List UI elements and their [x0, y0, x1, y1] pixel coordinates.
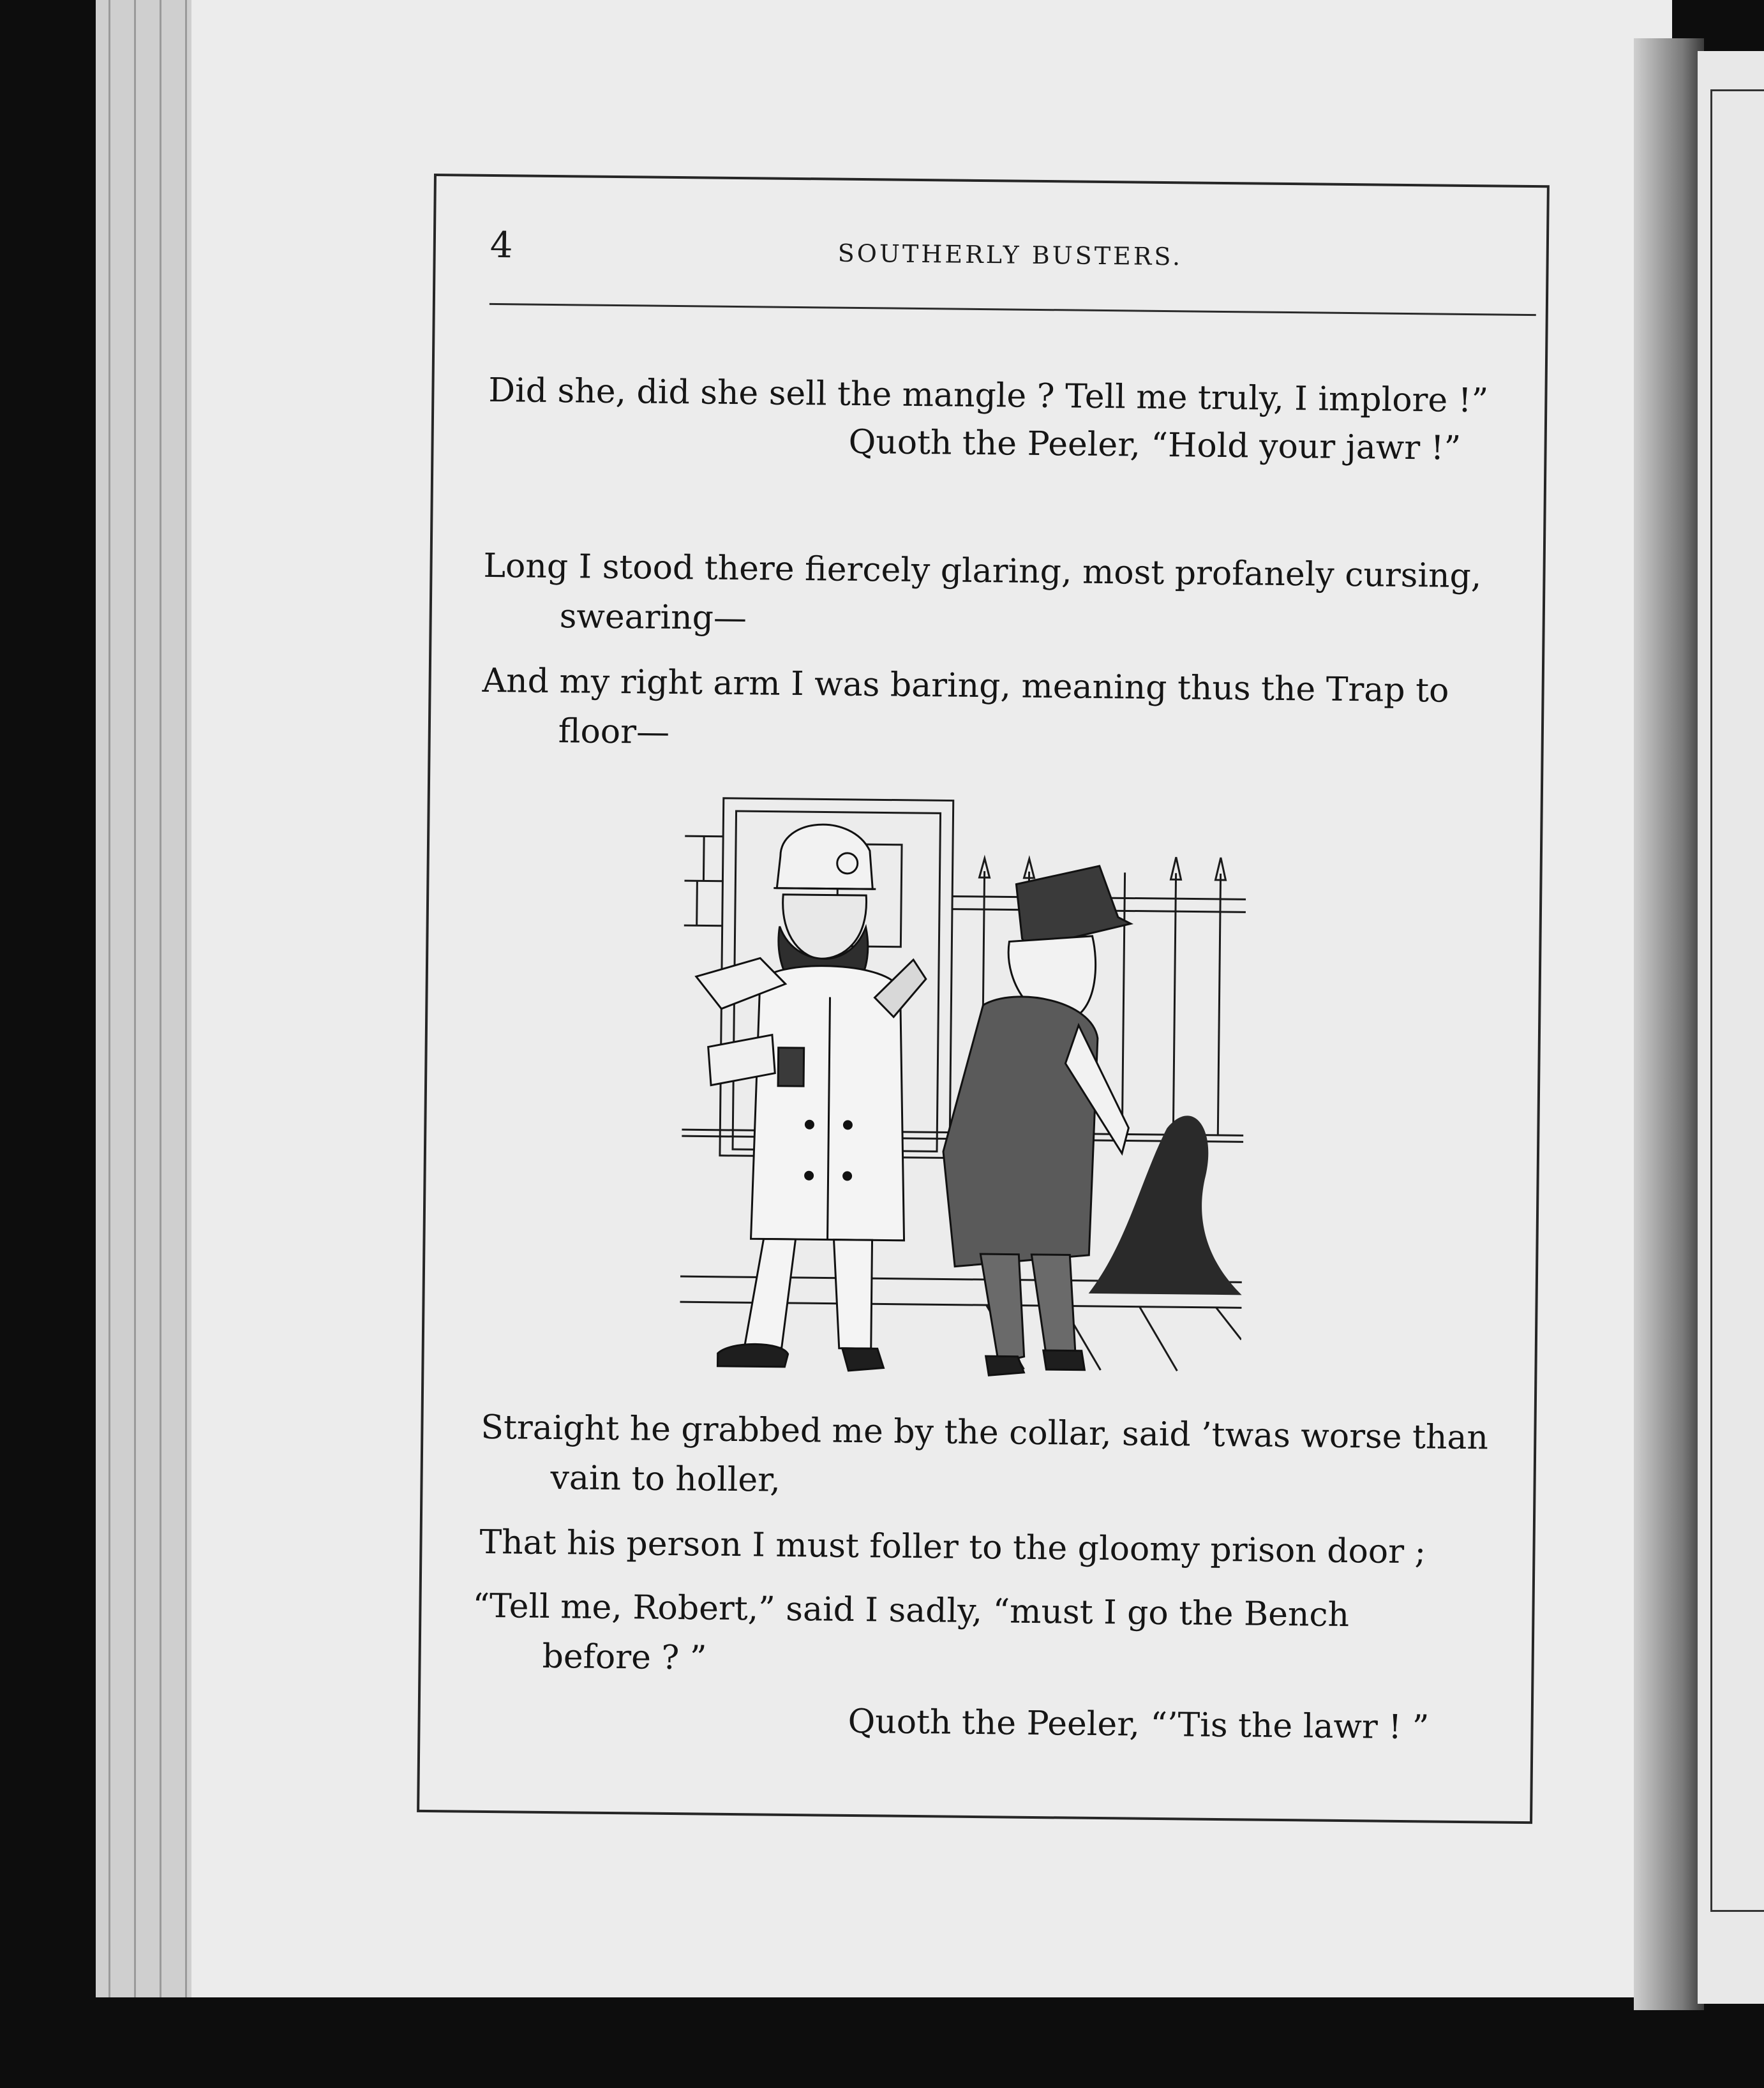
verse-line: Did she, did she sell the mangle ? Tell me truly, I implore !” — [488, 371, 1489, 421]
gutter-shadow — [1634, 38, 1704, 2010]
facing-page-edge — [1698, 51, 1764, 2004]
verse-line: Quoth the Peeler, “’Tis the lawr ! ” — [848, 1702, 1430, 1747]
verse-line: Straight he grabbed me by the collar, said ’twas worse than — [481, 1408, 1489, 1458]
running-title: SOUTHERLY BUSTERS. — [837, 239, 1183, 271]
verse-line: That his person I must foller to the gloomy prison door ; — [479, 1523, 1426, 1572]
verse-line: swearing— — [559, 597, 747, 638]
verse-line: Long I stood there fiercely glaring, most profanely cursing, — [483, 546, 1482, 596]
verse-line: floor— — [558, 712, 670, 752]
page-number: 4 — [490, 224, 513, 267]
header-rule — [490, 303, 1536, 316]
verse-line: “Tell me, Robert,” said I sadly, “must I go the Bench — [472, 1586, 1350, 1635]
page-frame — [417, 174, 1550, 1824]
policeman-arrest-illustration — [678, 791, 1246, 1435]
verse-line: before ? ” — [542, 1637, 707, 1678]
verse-line: Quoth the Peeler, “Hold your jawr !” — [848, 422, 1461, 468]
verse-line: And my right arm I was baring, meaning thus the Trap to — [482, 661, 1449, 710]
verse-line: vain to holler, — [550, 1459, 781, 1500]
